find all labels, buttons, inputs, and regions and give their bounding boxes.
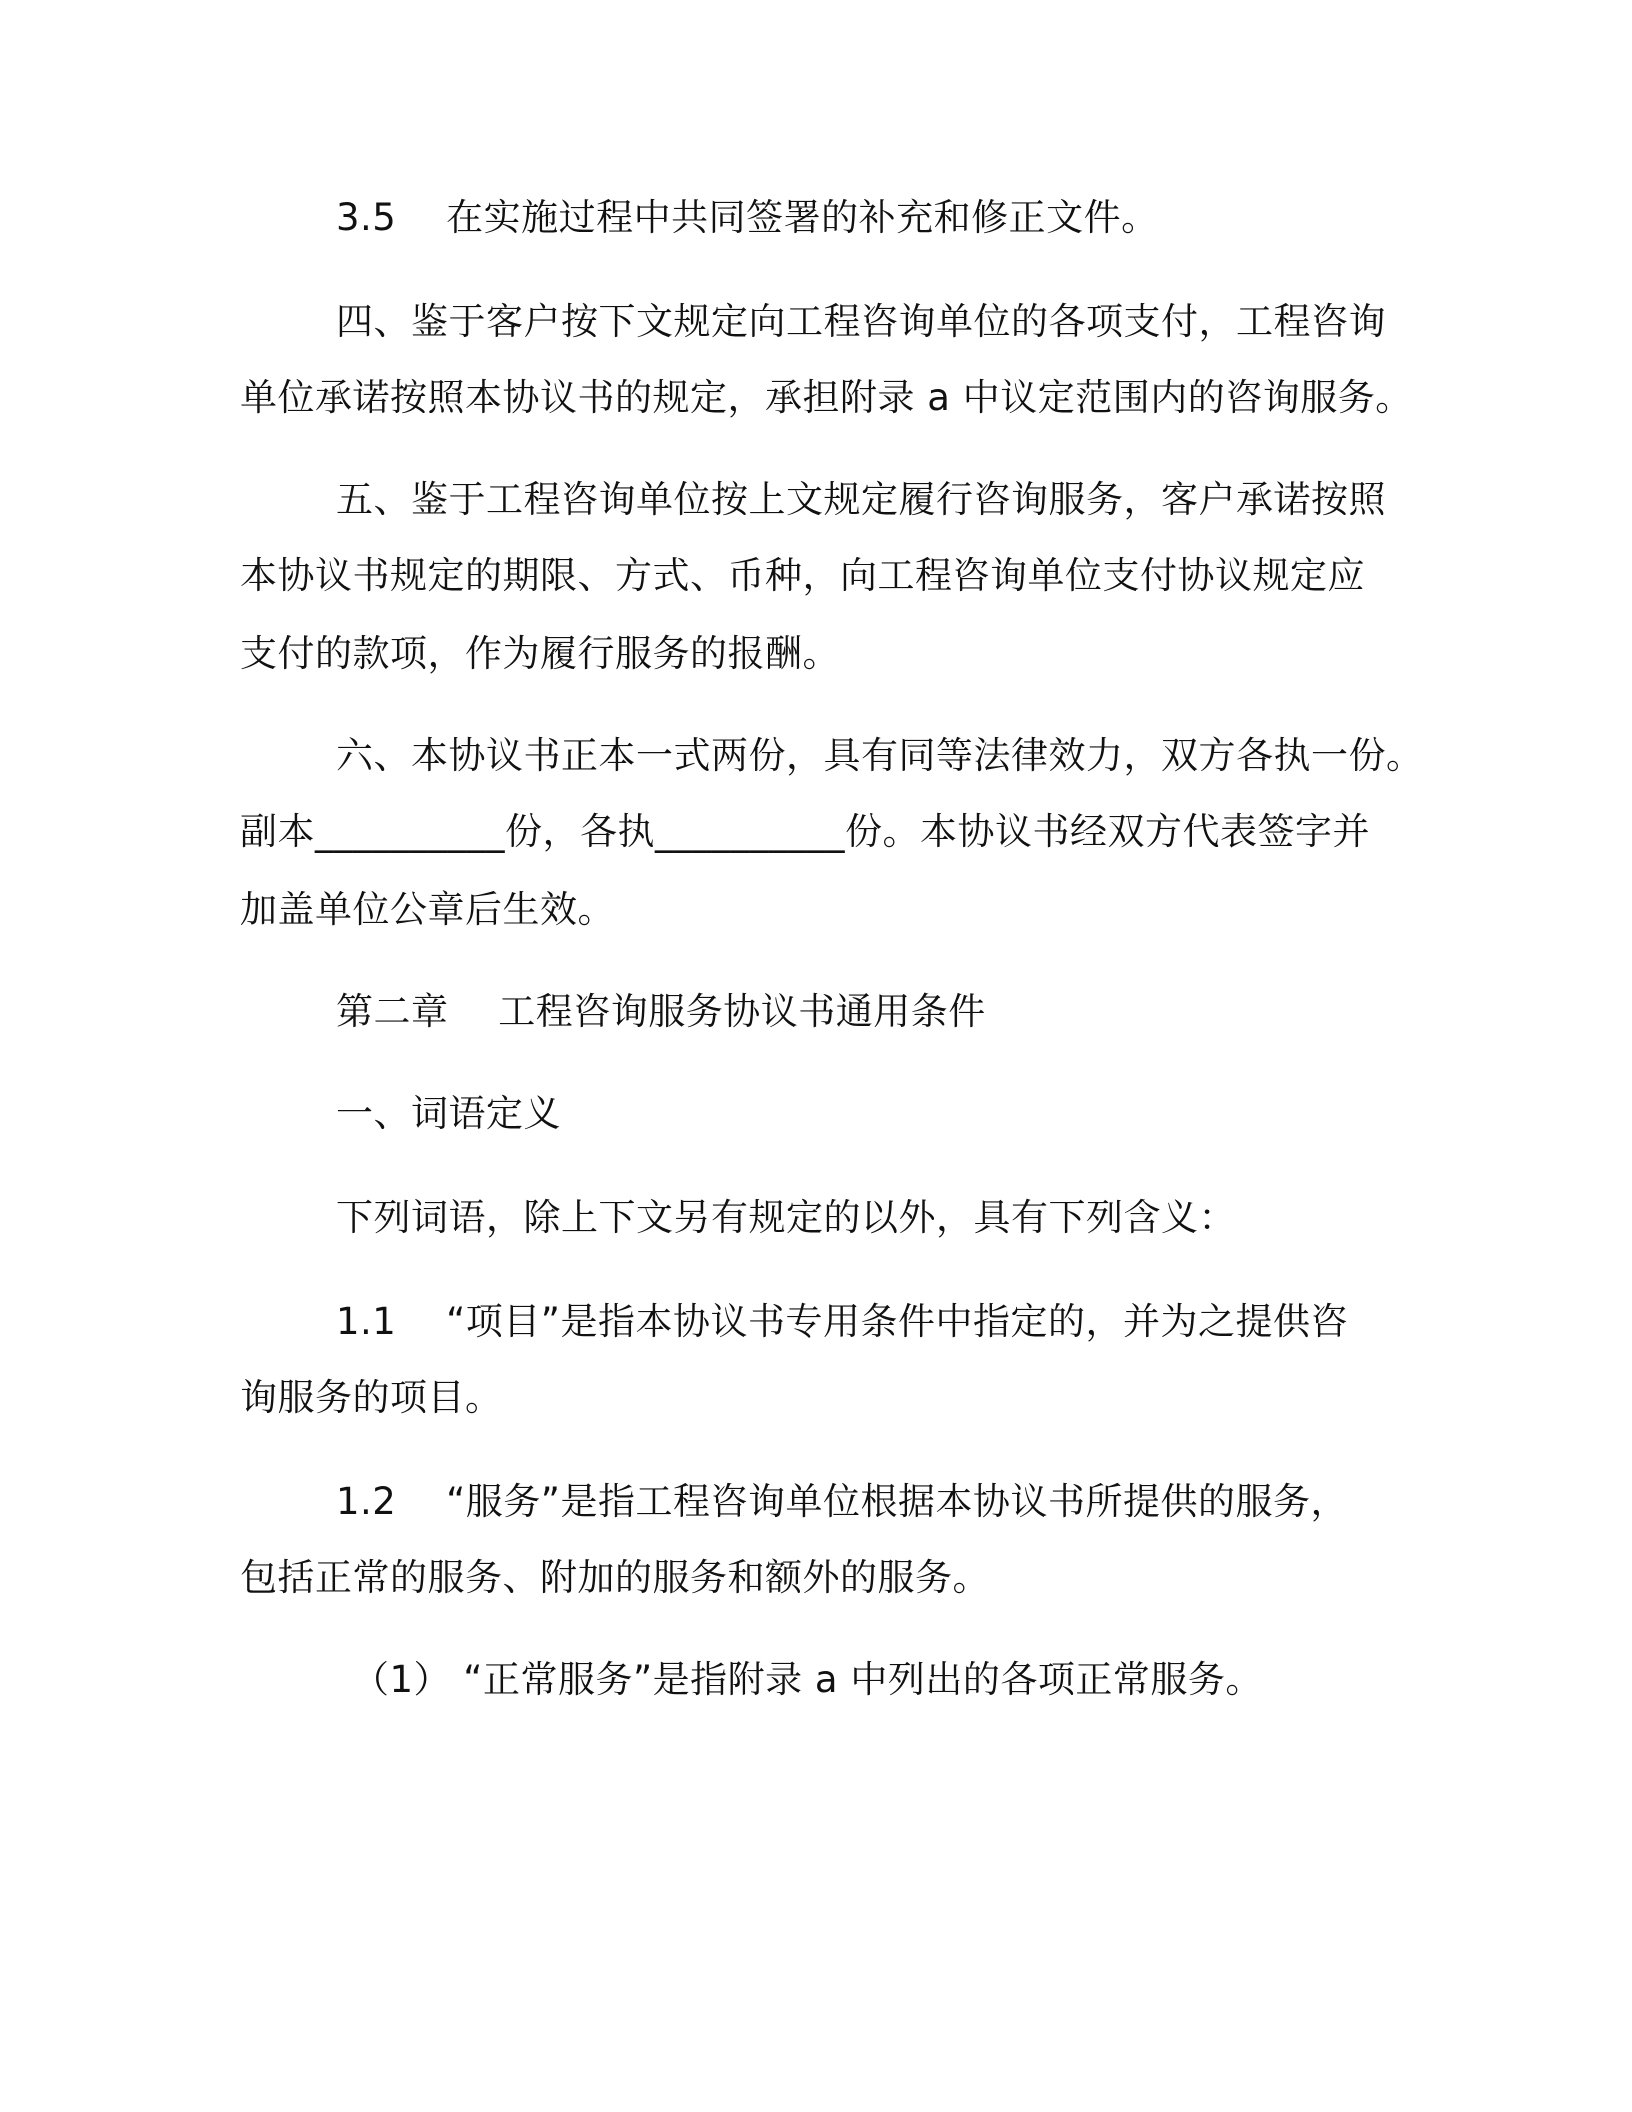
clause-3-5: 3.5 在实施过程中共同签署的补充和修正文件。 [336, 196, 1159, 239]
clause-1-1-line-2: 询服务的项目。 [240, 1376, 503, 1419]
definitions-intro: 下列词语，除上下文另有规定的以外，具有下列含义： [336, 1196, 1236, 1239]
paragraph-5-line-1: 五、鉴于工程咨询单位按上文规定履行咨询服务，客户承诺按照 [336, 478, 1386, 521]
section-1-heading: 一、词语定义 [336, 1092, 561, 1135]
clause-1-2-line-1: 1.2 “服务”是指工程咨询单位根据本协议书所提供的服务， [336, 1480, 1348, 1523]
clause-1-2-line-2: 包括正常的服务、附加的服务和额外的服务。 [240, 1556, 990, 1599]
paragraph-6-line-2: 副本__________份，各执__________份。本协议书经双方代表签字并 [240, 810, 1370, 853]
paragraph-5-line-2: 本协议书规定的期限、方式、币种，向工程咨询单位支付协议规定应 [240, 554, 1365, 597]
paragraph-6-line-1: 六、本协议书正本一式两份，具有同等法律效力，双方各执一份。 [336, 734, 1424, 777]
clause-1-1-line-1: 1.1 “项目”是指本协议书专用条件中指定的，并为之提供咨 [336, 1300, 1348, 1343]
paragraph-4-line-2: 单位承诺按照本协议书的规定，承担附录 a 中议定范围内的咨询服务。 [240, 376, 1413, 419]
paragraph-5-line-3: 支付的款项，作为履行服务的报酬。 [240, 632, 840, 675]
paragraph-4-line-1: 四、鉴于客户按下文规定向工程咨询单位的各项支付，工程咨询 [336, 300, 1386, 343]
paragraph-6-line-3: 加盖单位公章后生效。 [240, 888, 615, 931]
clause-1-2-item-1: （1） “正常服务”是指附录 a 中列出的各项正常服务。 [352, 1658, 1263, 1701]
chapter-2-heading: 第二章 工程咨询服务协议书通用条件 [336, 990, 986, 1033]
